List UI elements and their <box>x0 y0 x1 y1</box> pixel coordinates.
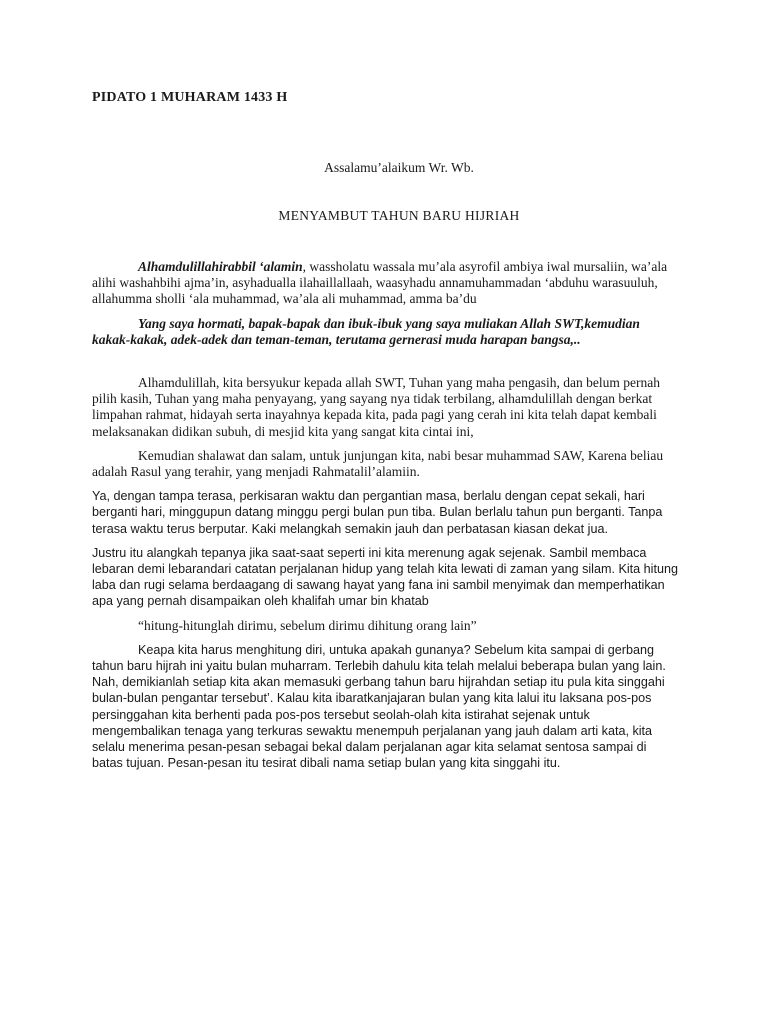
paragraph-gratitude: Alhamdulillah, kita bersyukur kepada allah SWT, Tuhan yang maha pengasih, dan belum pernah pilih kasih, Tuhan yang maha penyayang, yang sayang nya tidak terbilang, alhamdulillah dengan berkat limpahan rahmat, hidayah serta inayahnya kepada kita, pada pagi yang cerah ini kita telah dapat kembali melaksanakan didikan subuh, di mesjid kita yang sangat kita cintai ini, <box>92 375 660 439</box>
paragraph-shalawat: Kemudian shalawat dan salam, untuk junjungan kita, nabi besar muhammad SAW, Karena beliau adalah Rasul yang terahir, yang menjadi Rahmatalil’alamiin. <box>92 447 664 480</box>
address-paragraph: Yang saya hormati, bapak-bapak dan ibuk-ibuk yang saya muliakan Allah SWT,kemudian kakak-kakak, adek-adek dan teman-teman, terutama gernerasi muda harapan bangsa,.. <box>92 315 640 347</box>
paragraph-time-passing: Ya, dengan tampa terasa, perkisaran waktu dan pergantian masa, berlalu dengan cepat sekali, hari berganti hari, minggupun datang minggu pergi bulan pun tiba. Bulan berlalu tahun pun berganti. Tanpa terasa waktu terus berputar. Kaki melangkah semakin jauh dan perbatasan kiasan dekat jua. <box>92 489 663 536</box>
spacer <box>92 356 678 375</box>
document-title: PIDATO 1 MUHARAM 1433 H <box>92 90 288 105</box>
document-body <box>92 259 678 779</box>
speech-heading: MENYAMBUT TAHUN BARU HIJRIAH <box>278 208 520 223</box>
greeting: Assalamu’alaikum Wr. Wb. <box>324 160 474 175</box>
opening-rest: , wassholatu wassala mu’ala asyrofil ambiya iwal mursaliin, wa’ala alihi washahbihi ajma’in, asyhadualla ilahaillallaah, waasyhadu annamuhammadan ‘abduhu warasuuluh, allahumma sholli ‘ala muhammad, wa’ala ali muhammad, amma ba’du <box>92 259 668 307</box>
opening-lead: Alhamdulillahirabbil ‘alamin <box>138 259 303 274</box>
quote-umar: “hitung-hitunglah dirimu, sebelum dirimu dihitung orang lain” <box>138 617 477 633</box>
paragraph-reflection: Justru itu alangkah tepanya jika saat-saat seperti ini kita merenung agak sejenak. Sambil membaca lebaran demi lebarandari catatan perjalanan hidup yang telah kita lewati di zaman yang silam. Kita hitung laba dan rugi selama berdaagang di sawang hayat yang fana ini sambil menyimak dan memperhatikan apa yang pernah disampaikan oleh khalifah umar bin khatab <box>92 545 678 609</box>
opening-paragraph <box>92 259 678 308</box>
paragraph-months: Keapa kita harus menghitung diri, untuka apakah gunanya? Sebelum kita sampai di gerbang tahun baru hijrah ini yaitu bulan muharram. Terlebih dahulu kita telah melalui beberapa bulan yang lain. Nah, demikianlah setiap kita akan memasuki gerbang tahun baru hijrahdan setiap itu pula kita singgahi bulan-bulan pengantar tersebut’. Kalau kita ibaratkanjajaran bulan yang kita lalui itu laksana pos-pos persinggahan kita berhenti pada pos-pos tersebut seolah-olah kita istirahat sejenak untuk mengembalikan tenaga yang terkuras sewaktu menempuh perjalanan yang jauh dalam arti kata, kita selalu menerima pesan-pesan sebagai bekal dalam perjalanan agar kita selamat sentosa sampai di batas tujuan. Pesan-pesan itu tesirat dibali nama setiap bulan yang kita singgahi itu. <box>92 642 666 771</box>
